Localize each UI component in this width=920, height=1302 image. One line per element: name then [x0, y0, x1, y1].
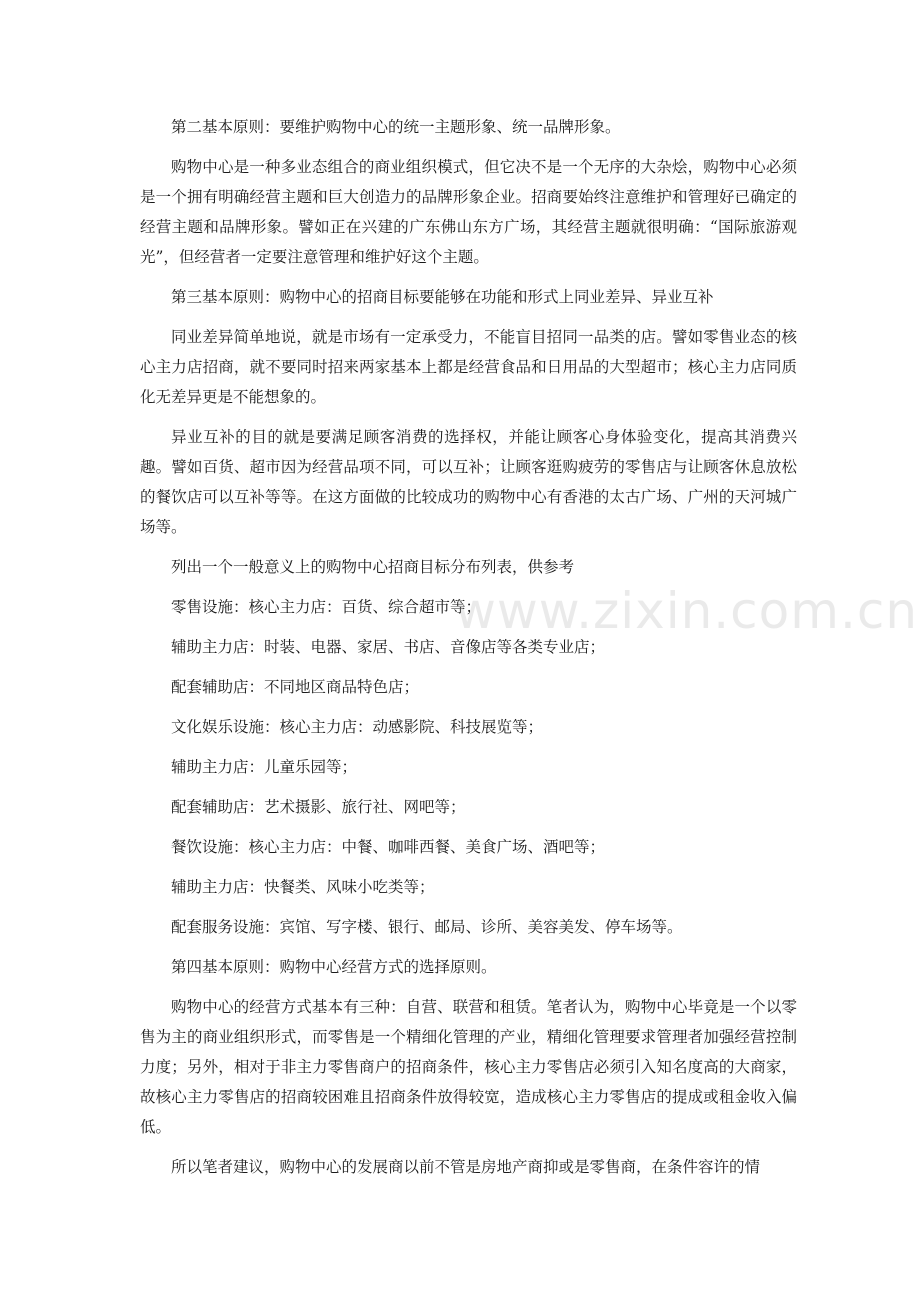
- paragraph-brand-image: 购物中心是一种多业态组合的商业组织模式，但它决不是一个无序的大杂烩，购物中心必须是一个拥有明确经营主题和巨大创造力的品牌形象企业。招商要始终注意维护和管理好已确定的经营主题和品牌形象。譬如正在兴建的广东佛山东方广场，其经营主题就很明确：“国际旅游观光”，但经营者一定要注意管理和维护好这个主题。: [140, 158, 797, 266]
- list-item-dining-auxiliary: 辅助主力店：快餐类、风味小吃类等；: [171, 878, 435, 896]
- paragraph-operation-modes: 购物中心的经营方式基本有三种：自营、联营和租赁。笔者认为，购物中心毕竟是一个以零售为主的商业组织形式，而零售是一个精细化管理的产业，精细化管理要求管理者加强经营控制力度；另外，相对于非主力零售商户的招商条件，核心主力零售店必须引入知名度高的大商家，故核心主力零售店的招商较困难且招商条件放得较宽，造成核心主力零售店的提成或租金收入偏低。: [140, 998, 797, 1136]
- list-item-retail-supporting: 配套辅助店：不同地区商品特色店；: [171, 678, 420, 696]
- list-item-dining-core: 餐饮设施：核心主力店：中餐、咖啡西餐、美食广场、酒吧等；: [171, 838, 606, 856]
- list-item-entertainment-supporting: 配套辅助店：艺术摄影、旅行社、网吧等；: [171, 798, 466, 816]
- document-body: [140, 112, 797, 1192]
- paragraph-principle-4-heading: 第四基本原则：购物中心经营方式的选择原则。: [171, 958, 497, 976]
- list-item-retail-auxiliary: 辅助主力店：时装、电器、家居、书店、音像店等各类专业店；: [171, 638, 606, 656]
- list-item-entertainment-core: 文化娱乐设施：核心主力店：动感影院、科技展览等；: [171, 718, 544, 736]
- list-item-retail-core: 零售设施：核心主力店：百货、综合超市等；: [171, 598, 482, 616]
- paragraph-principle-3-heading: 第三基本原则：购物中心的招商目标要能够在功能和形式上同业差异、异业互补: [171, 288, 714, 306]
- paragraph-list-intro: 列出一个一般意义上的购物中心招商目标分布列表，供参考: [171, 558, 575, 576]
- list-item-entertainment-auxiliary: 辅助主力店：儿童乐园等；: [171, 758, 358, 776]
- list-item-service-facilities: 配套服务设施：宾馆、写字楼、银行、邮局、诊所、美容美发、停车场等。: [171, 918, 683, 936]
- paragraph-author-suggestion: 所以笔者建议，购物中心的发展商以前不管是房地产商抑或是零售商，在条件容许的情: [171, 1158, 761, 1176]
- paragraph-same-industry-difference: 同业差异简单地说，就是市场有一定承受力，不能盲目招同一品类的店。譬如零售业态的核心主力店招商，就不要同时招来两家基本上都是经营食品和日用品的大型超市；核心主力店同质化无差异更是不能想象的。: [140, 328, 797, 406]
- paragraph-cross-industry-complement: 异业互补的目的就是要满足顾客消费的选择权，并能让顾客心身体验变化，提高其消费兴趣。譬如百货、超市因为经营品项不同，可以互补；让顾客逛购疲劳的零售店与让顾客休息放松的餐饮店可以互补等等。在这方面做的比较成功的购物中心有香港的太古广场、广州的天河城广场等。: [140, 428, 797, 536]
- paragraph-principle-2-heading: 第二基本原则：要维护购物中心的统一主题形象、统一品牌形象。: [171, 118, 621, 136]
- watermark: www.zixin.com.cn: [455, 582, 919, 640]
